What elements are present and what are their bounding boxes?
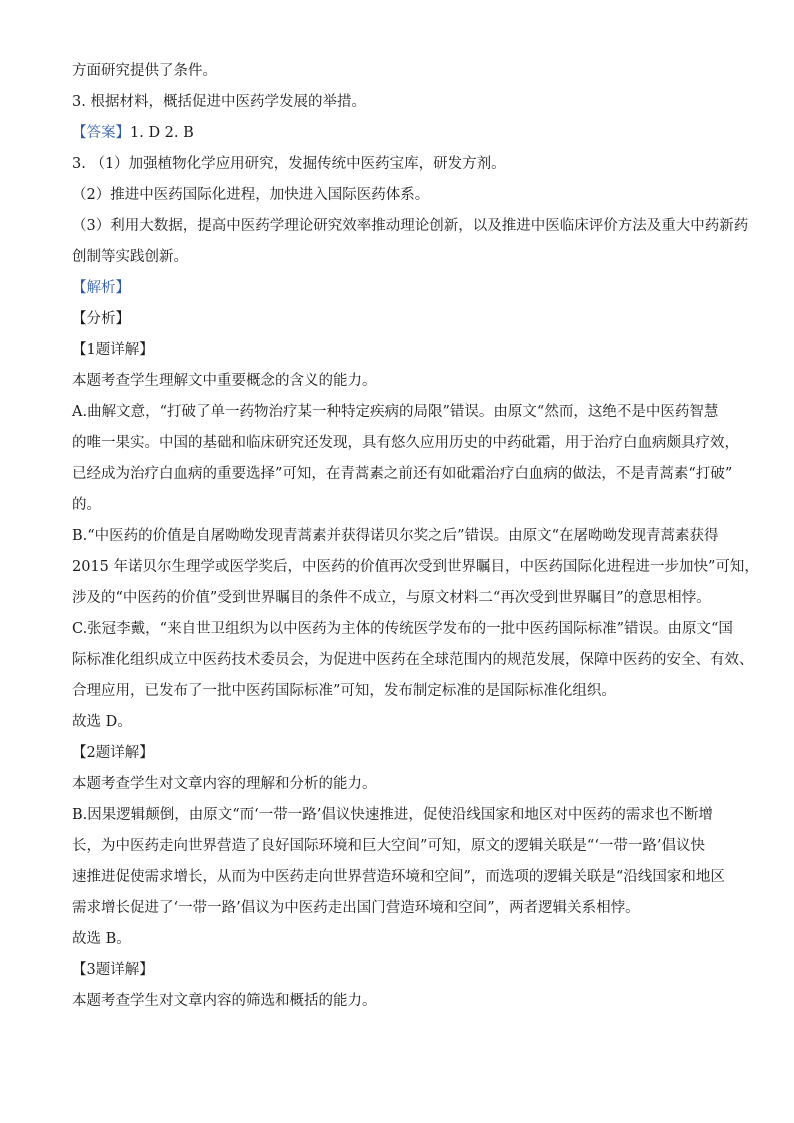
choice-line: 故选 B。: [72, 931, 131, 947]
text-line: 本题考查学生对文章内容的理解和分析的能力。: [72, 776, 377, 792]
option-a-line: A.曲解文意，“打破了单一药物治疗某一种特定疾病的局限”错误。由原文“然而，这绝不是中医药智慧: [72, 404, 719, 420]
answer-3-item-1: 3. （1）加强植物化学应用研究，发掘传统中医药宝库，研发方剂。: [72, 156, 506, 172]
option-b-line: 2015 年诺贝尔生理学或医学奖后，中医药的价值再次受到世界瞩目，中医药国际化进程进一步加快”可知，: [72, 559, 759, 575]
choice-line: 故选 D。: [72, 714, 132, 730]
option-b-line: B.因果逻辑颠倒，由原文“而‘一带一路’倡议快速推进，促使沿线国家和地区对中医药的需求也不断增: [72, 807, 713, 823]
option-c-line: 合理应用，已发布了一批中医药国际标准”可知，发布制定标准的是国际标准化组织。: [72, 683, 616, 699]
option-b-line: 涉及的“中医药的价值”受到世界瞩目的条件不成立，与原文材料二“再次受到世界瞩目”的意思相悖。: [72, 590, 711, 606]
section-q1: 【1题详解】: [72, 342, 154, 358]
option-a-line: 的唯一果实。中国的基础和临床研究还发现，具有悠久应用历史的中药砒霜，用于治疗白血病颇具疗效，: [72, 435, 739, 451]
question-3: 3. 根据材料，概括促进中医药学发展的举措。: [72, 94, 366, 110]
answer-3-item-3-cont: 创制等实践创新。: [72, 249, 188, 265]
option-a-line: 的。: [72, 497, 101, 513]
answer-tag: 【答案】: [72, 125, 130, 141]
answer-values: 1. D 2. B: [130, 125, 194, 141]
text-line: 方面研究提供了条件。: [72, 63, 217, 79]
option-b-line: 需求增长促进了‘一带一路’倡议为中医药走出国门营造环境和空间”，两者逻辑关系相悖。: [72, 900, 640, 916]
text-line: 本题考查学生理解文中重要概念的含义的能力。: [72, 373, 377, 389]
section-q3: 【3题详解】: [72, 962, 154, 978]
section-q2: 【2题详解】: [72, 745, 154, 761]
option-c-line: C.张冠李戴，“来自世卫组织为以中医药为主体的传统医学发布的一批中医药国际标准”错误。由原文“国: [72, 621, 733, 637]
answer-line: [72, 122, 724, 144]
option-b-line: B.“中医药的价值是自屠呦呦发现青蒿素并获得诺贝尔奖之后”错误。由原文“在屠呦呦发现青蒿素获得: [72, 528, 719, 544]
option-b-line: 长，为中医药走向世界营造了良好国际环境和巨大空间”可知，原文的逻辑关联是“‘一带一路’倡议快: [72, 838, 706, 854]
option-c-line: 际标准化组织成立中医药技术委员会，为促进中医药在全球范围内的规范发展，保障中医药的安全、有效、: [72, 652, 754, 668]
text-line: 本题考查学生对文章内容的筛选和概括的能力。: [72, 993, 377, 1009]
answer-3-item-3: （3）利用大数据，提高中医药学理论研究效率推动理论创新，以及推进中医临床评价方法及重大中药新药: [72, 218, 749, 234]
section-analysis: 【分析】: [72, 311, 130, 327]
answer-3-item-2: （2）推进中医药国际化进程，加快进入国际医药体系。: [72, 187, 430, 203]
analysis-tag: 【解析】: [72, 280, 130, 296]
option-a-line: 已经成为治疗白血病的重要选择”可知，在青蒿素之前还有如砒霜治疗白血病的做法，不是青蒿素“打破”: [72, 466, 733, 482]
option-b-line: 速推进促使需求增长，从而为中医药走向世界营造环境和空间”，而选项的逻辑关联是“沿线国家和地区: [72, 869, 725, 885]
